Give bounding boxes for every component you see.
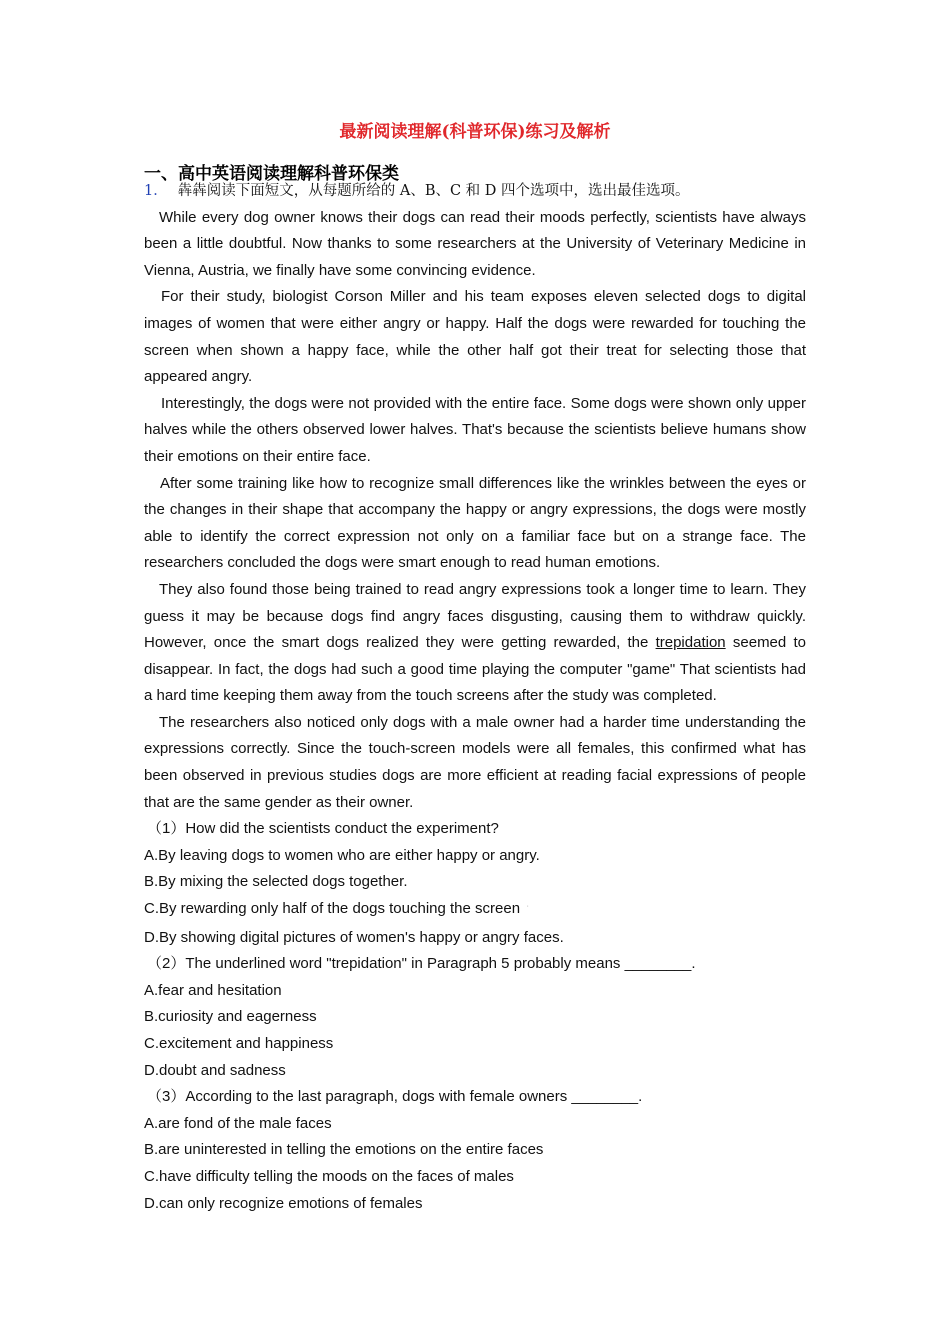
question-3-option-c: C.have difficulty telling the moods on the faces of males	[144, 1167, 514, 1185]
question-1-stem: （1）How did the scientists conduct the experiment?	[147, 820, 499, 838]
section-heading: 一、高中英语阅读理解科普环保类	[144, 164, 399, 184]
question-2-option-a: A.fear and hesitation	[144, 981, 282, 999]
paragraph-5-text-after: seemed to disappear. In fact, the dogs had such a good time playing the computer "game" That scientists had a hard time keeping them away from the touch screens after the study was completed.	[144, 634, 806, 705]
question-1-option-a: A.By leaving dogs to women who are either happy or angry.	[144, 846, 540, 864]
paragraph-5-text-before: They also found those being trained to read angry expressions took a longer time to learn. They guess it may be because dogs find angry faces disgusting, causing them to withdraw quickly. However, once the smart dogs realized they were getting rewarded, the	[144, 580, 806, 652]
passage-paragraph-3: Interestingly, the dogs were not provided with the entire face. Some dogs were shown only upper halves while the others observed lower halves. That's because the scientists believe humans show their emotions on their entire face.	[144, 394, 806, 465]
question-2-option-d: D.doubt and sadness	[144, 1061, 286, 1079]
question-2-option-b: B.curiosity and eagerness	[144, 1008, 317, 1026]
question-3-option-b: B.are uninterested in telling the emotions on the entire faces	[144, 1141, 544, 1159]
question-3-option-a: A.are fond of the male faces	[144, 1114, 332, 1132]
question-3-stem: （3）According to the last paragraph, dogs with female owners ________.	[147, 1088, 643, 1106]
question-1-option-c	[144, 896, 806, 925]
document-title: 最新阅读理解(科普环保)练习及解析	[339, 122, 611, 142]
passage-paragraph-5	[144, 577, 806, 710]
passage-paragraph-1: While every dog owner knows their dogs can read their moods perfectly, scientists have always been a little doubtful. Now thanks to some researchers at the University of Veterinary Medicine in Vienna, Austria, we finally have some convincing evidence.	[144, 208, 806, 279]
question-1-option-d: D.By showing digital pictures of women's happy or angry faces.	[144, 928, 564, 946]
passage-paragraph-6: The researchers also noticed only dogs with a male owner had a harder time understanding the expressions correctly. Since the touch-screen models were all females, this confirmed what has been observed in previous studies dogs are more efficient at reading facial expressions of people that are the same gender as their owner.	[144, 713, 806, 811]
instruction-text: 犇犇阅读下面短文，从每题所给的 A、B、C 和 D 四个选项中，选出最佳选项。	[177, 183, 690, 199]
passage-paragraph-2: For their study, biologist Corson Miller and his team exposes eleven selected dogs to digital images of women that were either angry or happy. Half the dogs were rewarded for touching the screen when shown a happy face, while the other half got their treat for selecting those that appeared angry.	[144, 288, 806, 386]
passage-paragraph-4: After some training like how to recognize small differences like the wrinkles between the eyes or the changes in their shape that accompany the happy or angry expressions, the dogs were mostly able to identify the correct expression not only on a familiar face but on a strange face. The researchers concluded the dogs were smart enough to read human emotions.	[144, 474, 806, 572]
question-1-option-b: B.By mixing the selected dogs together.	[144, 873, 408, 891]
question-1-option-c-text: C.By rewarding only half of the dogs touching the screen	[144, 900, 521, 918]
question-number: 1．	[144, 183, 168, 199]
question-instruction-line	[144, 178, 806, 205]
underlined-word: trepidation	[655, 634, 726, 652]
question-2-stem: （2）The underlined word "trepidation" in Paragraph 5 probably means ________.	[147, 955, 696, 973]
text-cursor-mark: ˈ	[526, 905, 530, 917]
question-2-option-c: C.excitement and happiness	[144, 1035, 334, 1052]
document-body	[144, 178, 806, 1217]
question-3-option-d: D.can only recognize emotions of females	[144, 1194, 423, 1212]
